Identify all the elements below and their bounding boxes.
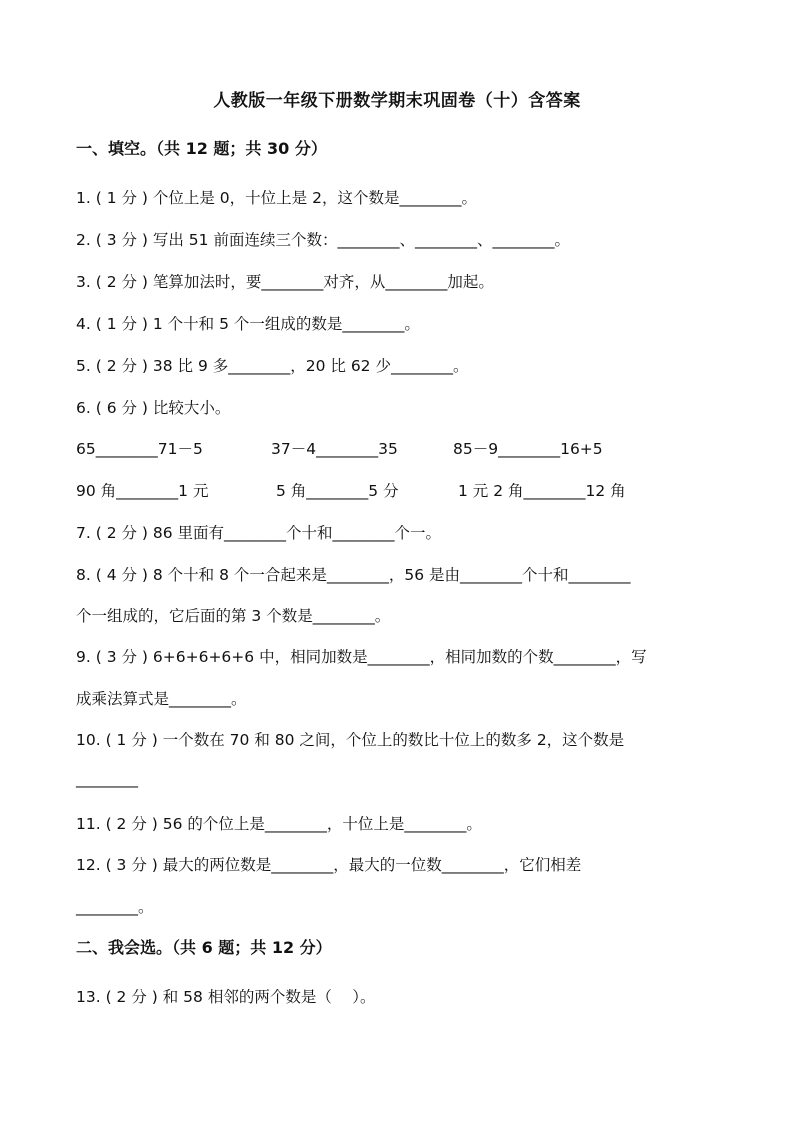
question-3: 3. ( 2 分 ) 笔算加法时，要________对齐，从________加起。 [76,273,494,291]
question-6: 6. ( 6 分 ) 比较大小。 [76,399,231,417]
question-11: 11. ( 2 分 ) 56 的个位上是________，十位上是________。 [76,815,482,833]
question-5: 5. ( 2 分 ) 38 比 9 多________，20 比 62 少________。 [76,357,469,375]
question-4: 4. ( 1 分 ) 1 个十和 5 个一组成的数是________。 [76,315,420,333]
compare-item: 90 角________1 元 [76,482,209,500]
page-title: 人教版一年级下册数学期末巩固卷（十）含答案 [213,91,581,111]
compare-item: 5 角________5 分 [276,482,399,500]
compare-item: 1 元 2 角________12 角 [458,482,626,500]
section-heading-fill-in: 一、填空。（共 12 题；共 30 分） [76,139,327,158]
compare-item: 37－4________35 [271,440,398,458]
question-10-line-2: ________ [76,770,138,788]
question-12-line-1: 12. ( 3 分 ) 最大的两位数是________，最大的一位数________，它们相差 [76,856,582,874]
question-8-line-2: 个一组成的，它后面的第 3 个数是________。 [76,607,391,625]
question-8-line-1: 8. ( 4 分 ) 8 个十和 8 个一合起来是________，56 是由________个十和________ [76,566,631,584]
question-2: 2. ( 3 分 ) 写出 51 前面连续三个数：________、________、________。 [76,231,570,249]
question-13: 13. ( 2 分 ) 和 58 相邻的两个数是（ ）。 [76,988,376,1006]
compare-item: 65________71－5 [76,440,203,458]
question-9-line-1: 9. ( 3 分 ) 6+6+6+6+6 中，相同加数是________，相同加数的个数________，写 [76,648,647,666]
compare-item: 85－9________16+5 [453,440,603,458]
question-1: 1. ( 1 分 ) 个位上是 0，十位上是 2，这个数是________。 [76,189,477,207]
section-heading-choose: 二、我会选。（共 6 题；共 12 分） [76,938,332,957]
question-7: 7. ( 2 分 ) 86 里面有________个十和________个一。 [76,524,442,542]
question-12-line-2: ________。 [76,898,154,916]
question-10-line-1: 10. ( 1 分 ) 一个数在 70 和 80 之间，个位上的数比十位上的数多 2，这个数是 [76,731,625,749]
question-9-line-2: 成乘法算式是________。 [76,690,247,708]
